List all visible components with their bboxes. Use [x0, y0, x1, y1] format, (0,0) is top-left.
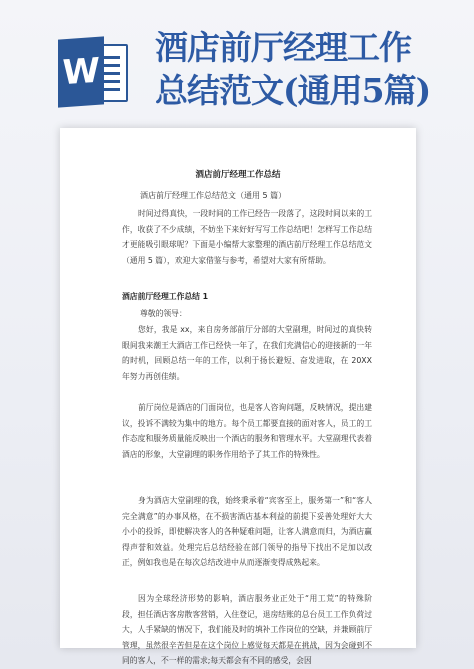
- paragraph-3: 身为酒店大堂副理的我，始终秉承着“宾客至上，服务第一”和“客人完全满意”的办事风格，在不损害酒店基本利益的前提下妥善处理好大大小小的投诉，即使解决客人的各种疑难问题，让客人满意而归，为酒店赢得声誉和效益。处理完后总结经验在部门领导的指导下找出不足加以改正，例如我也是在每次总结改进中从而逐渐变得成熟起来。: [122, 496, 372, 567]
- document-subtitle: 酒店前厅经理工作总结范文（通用 5 篇）: [140, 191, 287, 200]
- word-document-icon: [58, 38, 130, 106]
- paragraph-1: 您好，我是 xx，来自房务部前厅分部的大堂副理，时间过的真快转眼间我来潮王大酒店工作已经快一年了，在我们充满信心的迎接新的一年的时机，回顾总结一年的工作，以利于扬长避短、奋发进取，在 20XX 年努力再创佳绩。: [122, 325, 372, 381]
- intro-paragraph: 时间过得真快，一段时间的工作已经告一段落了，这段时间以来的工作，收获了不少成绩，不妨坐下来好好写写工作总结吧！怎样写工作总结才更能吸引眼球呢？下面是小编帮大家整理的酒店前厅经理工作总结范文（通用 5 篇），欢迎大家借鉴与参考，希望对大家有所帮助。: [122, 209, 372, 265]
- page-title: [155, 26, 455, 112]
- page-title-line2: 总结范文(通用5篇): [155, 71, 431, 110]
- word-icon-letter: W: [58, 36, 104, 107]
- page-title-line1: 酒店前厅经理工作: [155, 28, 411, 67]
- paragraph-4: 因为全球经济形势的影响，酒店服务业正处于“用工荒”的特殊阶段，担任酒店客房散客营销，入住登记，退房结账的总台员工工作负荷过大，人手紧缺的情况下，我们能及时的填补工作岗位的空缺，并兼顾前厅管理，虽然很辛苦但是在这个岗位上感觉每天都是在挑战，因为会碰到不同的客人，不一样的需求;每天都会有不同的感受，会因: [122, 594, 372, 665]
- document-title: 酒店前厅经理工作总结: [195, 170, 281, 180]
- greeting: 尊敬的领导：: [140, 309, 187, 318]
- paragraph-2: 前厅岗位是酒店的门面岗位，也是客人咨询问题，反映情况，提出建议，投诉不满较为集中的地方。每个员工都要直接的面对客人，员工的工作态度和服务质量能反映出一个酒店的服务和管理水平。大堂副理代表着酒店的形象，大堂副理的职务作用给予了其工作的特殊性。: [122, 403, 372, 459]
- section-heading: 酒店前厅经理工作总结 1: [122, 292, 209, 301]
- document-page: [60, 128, 416, 665]
